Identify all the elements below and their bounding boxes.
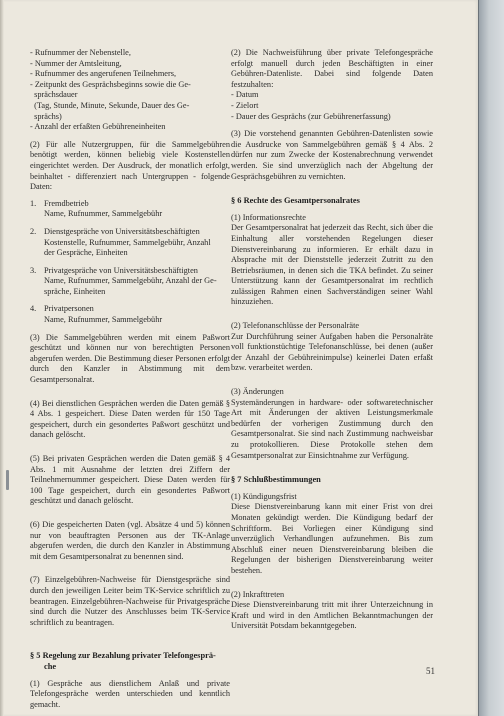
right-column [231, 48, 433, 638]
heading-line: § 5 Regelung zur Bezahlung privater Telefongesprä- [30, 651, 216, 661]
item-line: Dienstgespräche von Universitätsbeschäftigten [44, 226, 200, 236]
section-6-heading: § 6 Rechte des Gesamtpersonalrates [231, 196, 360, 206]
numbered-item [30, 266, 230, 298]
paragraph-4-4: (4) Bei dienstlichen Gesprächen werden die Daten gemäß § 4 Abs. 1 gespeichert. Diese Daten werden für 150 Tage gespeichert, durch ein gesondertes Paßwort geschützt und danach gelöscht. [30, 398, 230, 440]
section-5-heading [30, 651, 230, 672]
paragraph-5-1: (1) Gespräche aus dienstlichem Anlaß und private Telefongespräche werden unterschieden und kenntlich gemacht. [30, 678, 230, 709]
section-7-heading: § 7 Schlußbestimmungen [231, 475, 321, 485]
item-number: 3. [30, 265, 37, 275]
item-line: Name, Rufnummer, Sammelgebühr [44, 209, 163, 219]
item-number: 4. [30, 304, 37, 314]
paragraph-7-1: Diese Dienstvereinbarung kann mit einer Frist von drei Monaten gekündigt werden. Die Kündigung bedarf der Schriftform. Bei Vorliegen einer Kündigung sind unverzüglich Verhandlungen aufzunehmen. Bis zum Abschluß einer neuen Dienstvereinbarung bleiben die Regelungen der bisherigen Dienstvereinbarung weiter bestehen. [231, 502, 433, 575]
list-item: - Rufnummer des angerufenen Teilnehmers, [30, 69, 177, 79]
paragraph-5-2: (2) Die Nachweisführung über private Telefongespräche erfolgt manuell durch jeden Beschäftigten in einer Gebühren-Datenliste. Dabei sind folgende Daten festzuhalten: [231, 48, 433, 89]
subsection-title: (3) Änderungen [231, 387, 284, 397]
page-number: 51 [426, 666, 435, 676]
list-item: - Zielort [231, 100, 259, 110]
subsection-title: (2) Telefonanschlüsse der Personalräte [231, 321, 360, 331]
subsection-title: (2) Inkrafttreten [231, 589, 285, 599]
data-fields-list [30, 48, 230, 133]
numbered-list [30, 199, 230, 326]
list-item: - Rufnummer der Nebenstelle, [30, 48, 131, 57]
numbered-item [30, 227, 230, 259]
item-line: Kostenstelle, Rufnummer, Sammelgebühr, Anzahl [44, 237, 211, 247]
data-list [231, 90, 433, 122]
numbered-item [30, 199, 230, 220]
item-line: Name, Rufnummer, Sammelgebühr, Anzahl der Ge- [44, 276, 217, 286]
heading-line: che [44, 661, 57, 671]
paragraph-4-3: (3) Die Sammelgebühren werden mit einem Paßwort geschützt und können nur von berechtigten Personen abgerufen werden. Die Bestimmung dieser Personen erfolgt durch den Kanzler in Abstimmung mit dem Gesamtpersonalrat. [30, 332, 230, 385]
item-line: der Gespräche, Einheiten [44, 248, 128, 258]
item-line: Privatpersonen [44, 304, 94, 314]
numbered-item [30, 304, 230, 325]
scan-background-strip [479, 0, 504, 716]
item-number: 1. [30, 198, 37, 208]
list-item: (Tag, Stunde, Minute, Sekunde, Dauer des Ge- [30, 100, 190, 110]
paragraph-6-2: Zur Durchführung seiner Aufgaben haben die Personalräte voll funktionstüchtige Telefonanschlüsse, bei denen (außer der Anzahl der Gebühreinimpulse) keinerlei Daten erfaßt bzw. verarbeitet werden. [231, 331, 433, 373]
subsection-title: (1) Kündigungsfrist [231, 491, 297, 501]
list-item: sprächs) [30, 111, 62, 121]
binding-mark [6, 470, 9, 490]
list-item: sprächsdauer [30, 90, 78, 100]
item-line: Privatgespräche von Universitätsbeschäftigten [44, 265, 198, 275]
page-gutter-shadow [0, 0, 4, 716]
item-number: 2. [30, 226, 37, 236]
item-line: Name, Rufnummer, Sammelgebühr [44, 315, 163, 325]
paragraph-4-6: (6) Die gespeicherten Daten (vgl. Absätze 4 und 5) können nur von beauftragten Personen aus der TK-Anlage abgerufen werden, die durch den Kanzler in Abstimmung mit dem Gesamtpersonalrat zu benennen sind. [30, 519, 230, 561]
list-item: - Zeitpunkt des Gesprächsbeginns sowie die Ge- [30, 79, 191, 89]
paragraph-4-2: (2) Für alle Nutzergruppen, für die Sammelgebühren benötigt werden, können beliebig viele Kostenstellen eingerichtet werden. Der Ausdruck, der monatlich erfolgt, beinhaltet - differenziert nach Untergruppen - folgende Daten: [30, 139, 230, 192]
paragraph-4-7: (7) Einzelgebühren-Nachweise für Dienstgespräche sind durch den jeweiligen Leiter beim TK-Service schriftlich zu beantragen. Einzelgebühren-Nachweise für Privatgespräche sind durch die Nutzer des Anschlusses beim TK-Service schriftlich zu beantragen. [30, 575, 230, 627]
item-line: spräche, Einheiten [44, 286, 106, 296]
paragraph-6-1: Der Gesamtpersonalrat hat jederzeit das Recht, sich über die Einhaltung aller vorstehenden Regelungen dieser Dienstvereinbarung zu informieren. Er erhält dazu in Absprache mit der Dienststelle jederzeit Zutritt zu den Betriebsräumen, in denen sich die TKA befindet. Zu seiner Unterstützung kann der Gesamtpersonalrat im rechtlich zulässigen Rahmen einen Sachverständigen seiner Wahl hinzuziehen. [231, 223, 433, 307]
list-item: - Datum [231, 90, 259, 100]
left-column [30, 48, 230, 716]
list-item: - Dauer des Gesprächs (zur Gebührenerfassung) [231, 111, 391, 121]
subsection-title: (1) Informationsrechte [231, 212, 306, 222]
paragraph-5-3: (3) Die vorstehend genannten Gebühren-Datenlisten sowie die Ausdrucke von Sammelgebühren gemäß § 4 Abs. 2 dürfen nur zum Zwecke der Kostenabrechnung verwendet werden. Sie sind unverzüglich nach der Abgeltung der Gesprächsgebühren zu vernichten. [231, 129, 433, 181]
paragraph-7-2: Diese Dienstvereinbarung tritt mit ihrer Unterzeichnung in Kraft und wird in den Amtlichen Bekanntmachungen der Universität Potsdam bekanntgegeben. [231, 600, 433, 631]
item-line: Fremdbetrieb [44, 198, 89, 208]
list-item: - Anzahl der erfaßten Gebühreneinheiten [30, 122, 166, 132]
list-item: - Nummer der Amtsleitung, [30, 58, 122, 68]
paragraph-6-3: Systemänderungen in hardware- oder softwaretechnischer Art mit Änderungen der aktiven Leistungsmerkmale bedürfen der vorherigen Zustimmung durch den Gesamtpersonalrat. Sie sind nach Zustimmung nachweisbar zu protokollieren. Diese Protokolle stehen dem Gesamtpersonalrat zur Einsichtnahme zur Verfügung. [231, 397, 433, 460]
paragraph-4-5: (5) Bei privaten Gesprächen werden die Daten gemäß § 4 Abs. 1 mit Ausnahme der letzten drei Ziffern der Teilnehmernummer gespeichert. Diese Daten werden für 100 Tage gespeichert, durch ein gesondertes Paßwort geschützt und danach gelöscht. [30, 454, 230, 506]
